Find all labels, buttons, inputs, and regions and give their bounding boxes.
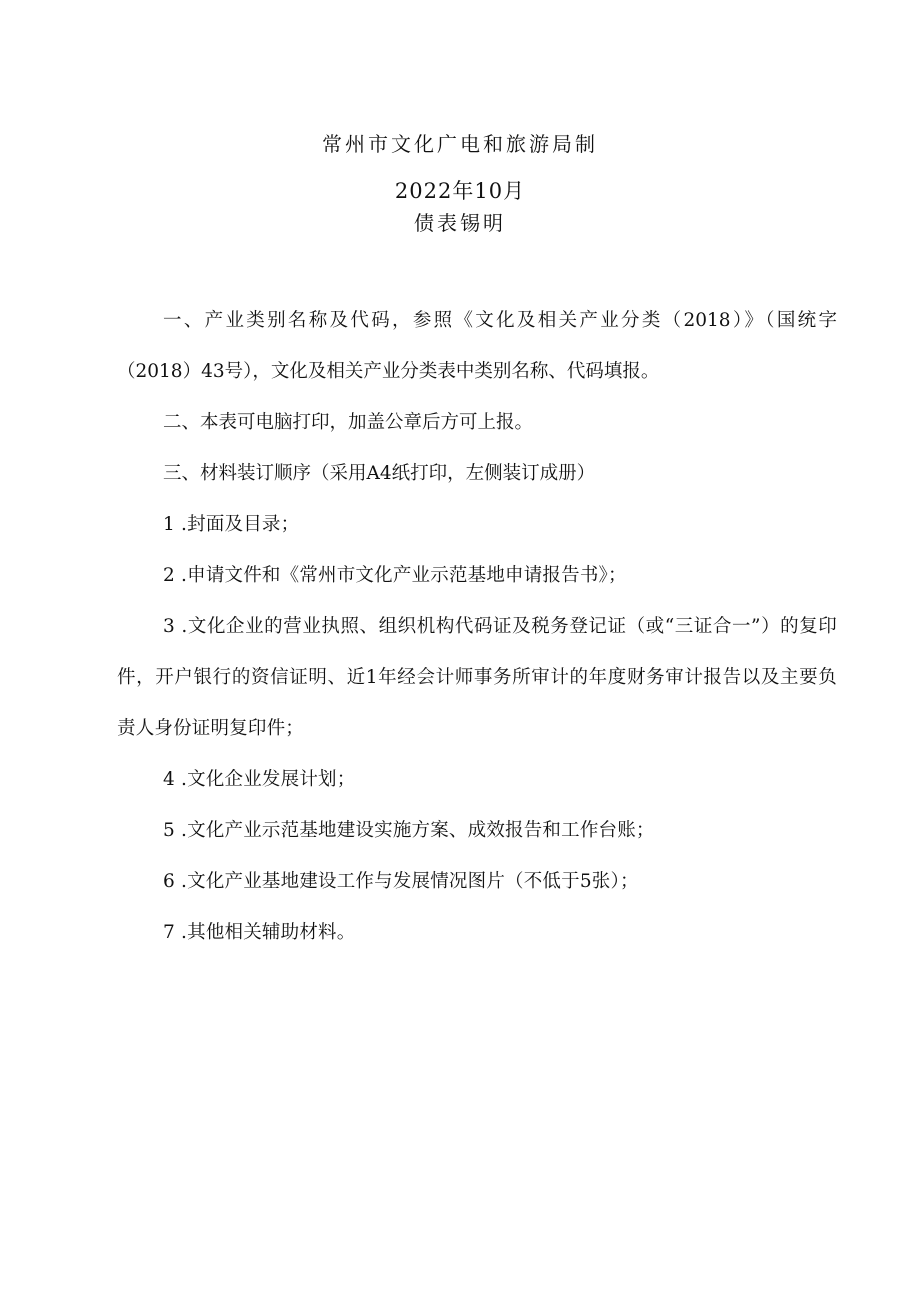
document-title: 债表锡明 [414,211,506,235]
material-item-6: 6 .文化产业基地建设工作与发展情况图片（不低于5张）； [163,871,639,892]
instruction-paragraph-2: 二、本表可电脑打印，加盖公章后方可上报。 [163,412,534,433]
material-item-7: 7 .其他相关辅助材料。 [163,922,356,943]
instruction-paragraph-1: 一、产业类别名称及代码，参照《文化及相关产业分类（2018）》（国统字（2018）43号），文化及相关产业分类表中类别名称、代码填报。 [117,310,837,382]
material-item-2: 2 .申请文件和《常州市文化产业示范基地申请报告书》； [163,565,627,586]
date-line: 2022年10月 [394,179,526,203]
material-item-1: 1 .封面及目录； [163,514,300,535]
issuer-line: 常州市文化广电和旅游局制 [322,132,598,156]
instructions-body [117,295,837,958]
material-item-3: 3 .文化企业的营业执照、组织机构代码证及税务登记证（或“三证合一”）的复印件，开户银行的资信证明、近1年经会计师事务所审计的年度财务审计报告以及主要负责人身份证明复印件； [117,616,837,739]
instruction-paragraph-3: 三、材料装订顺序（采用A4纸打印，左侧装订成册） [163,463,596,484]
material-item-5: 5 .文化产业示范基地建设实施方案、成效报告和工作台账； [163,820,655,841]
material-item-4: 4 .文化企业发展计划； [163,769,356,790]
